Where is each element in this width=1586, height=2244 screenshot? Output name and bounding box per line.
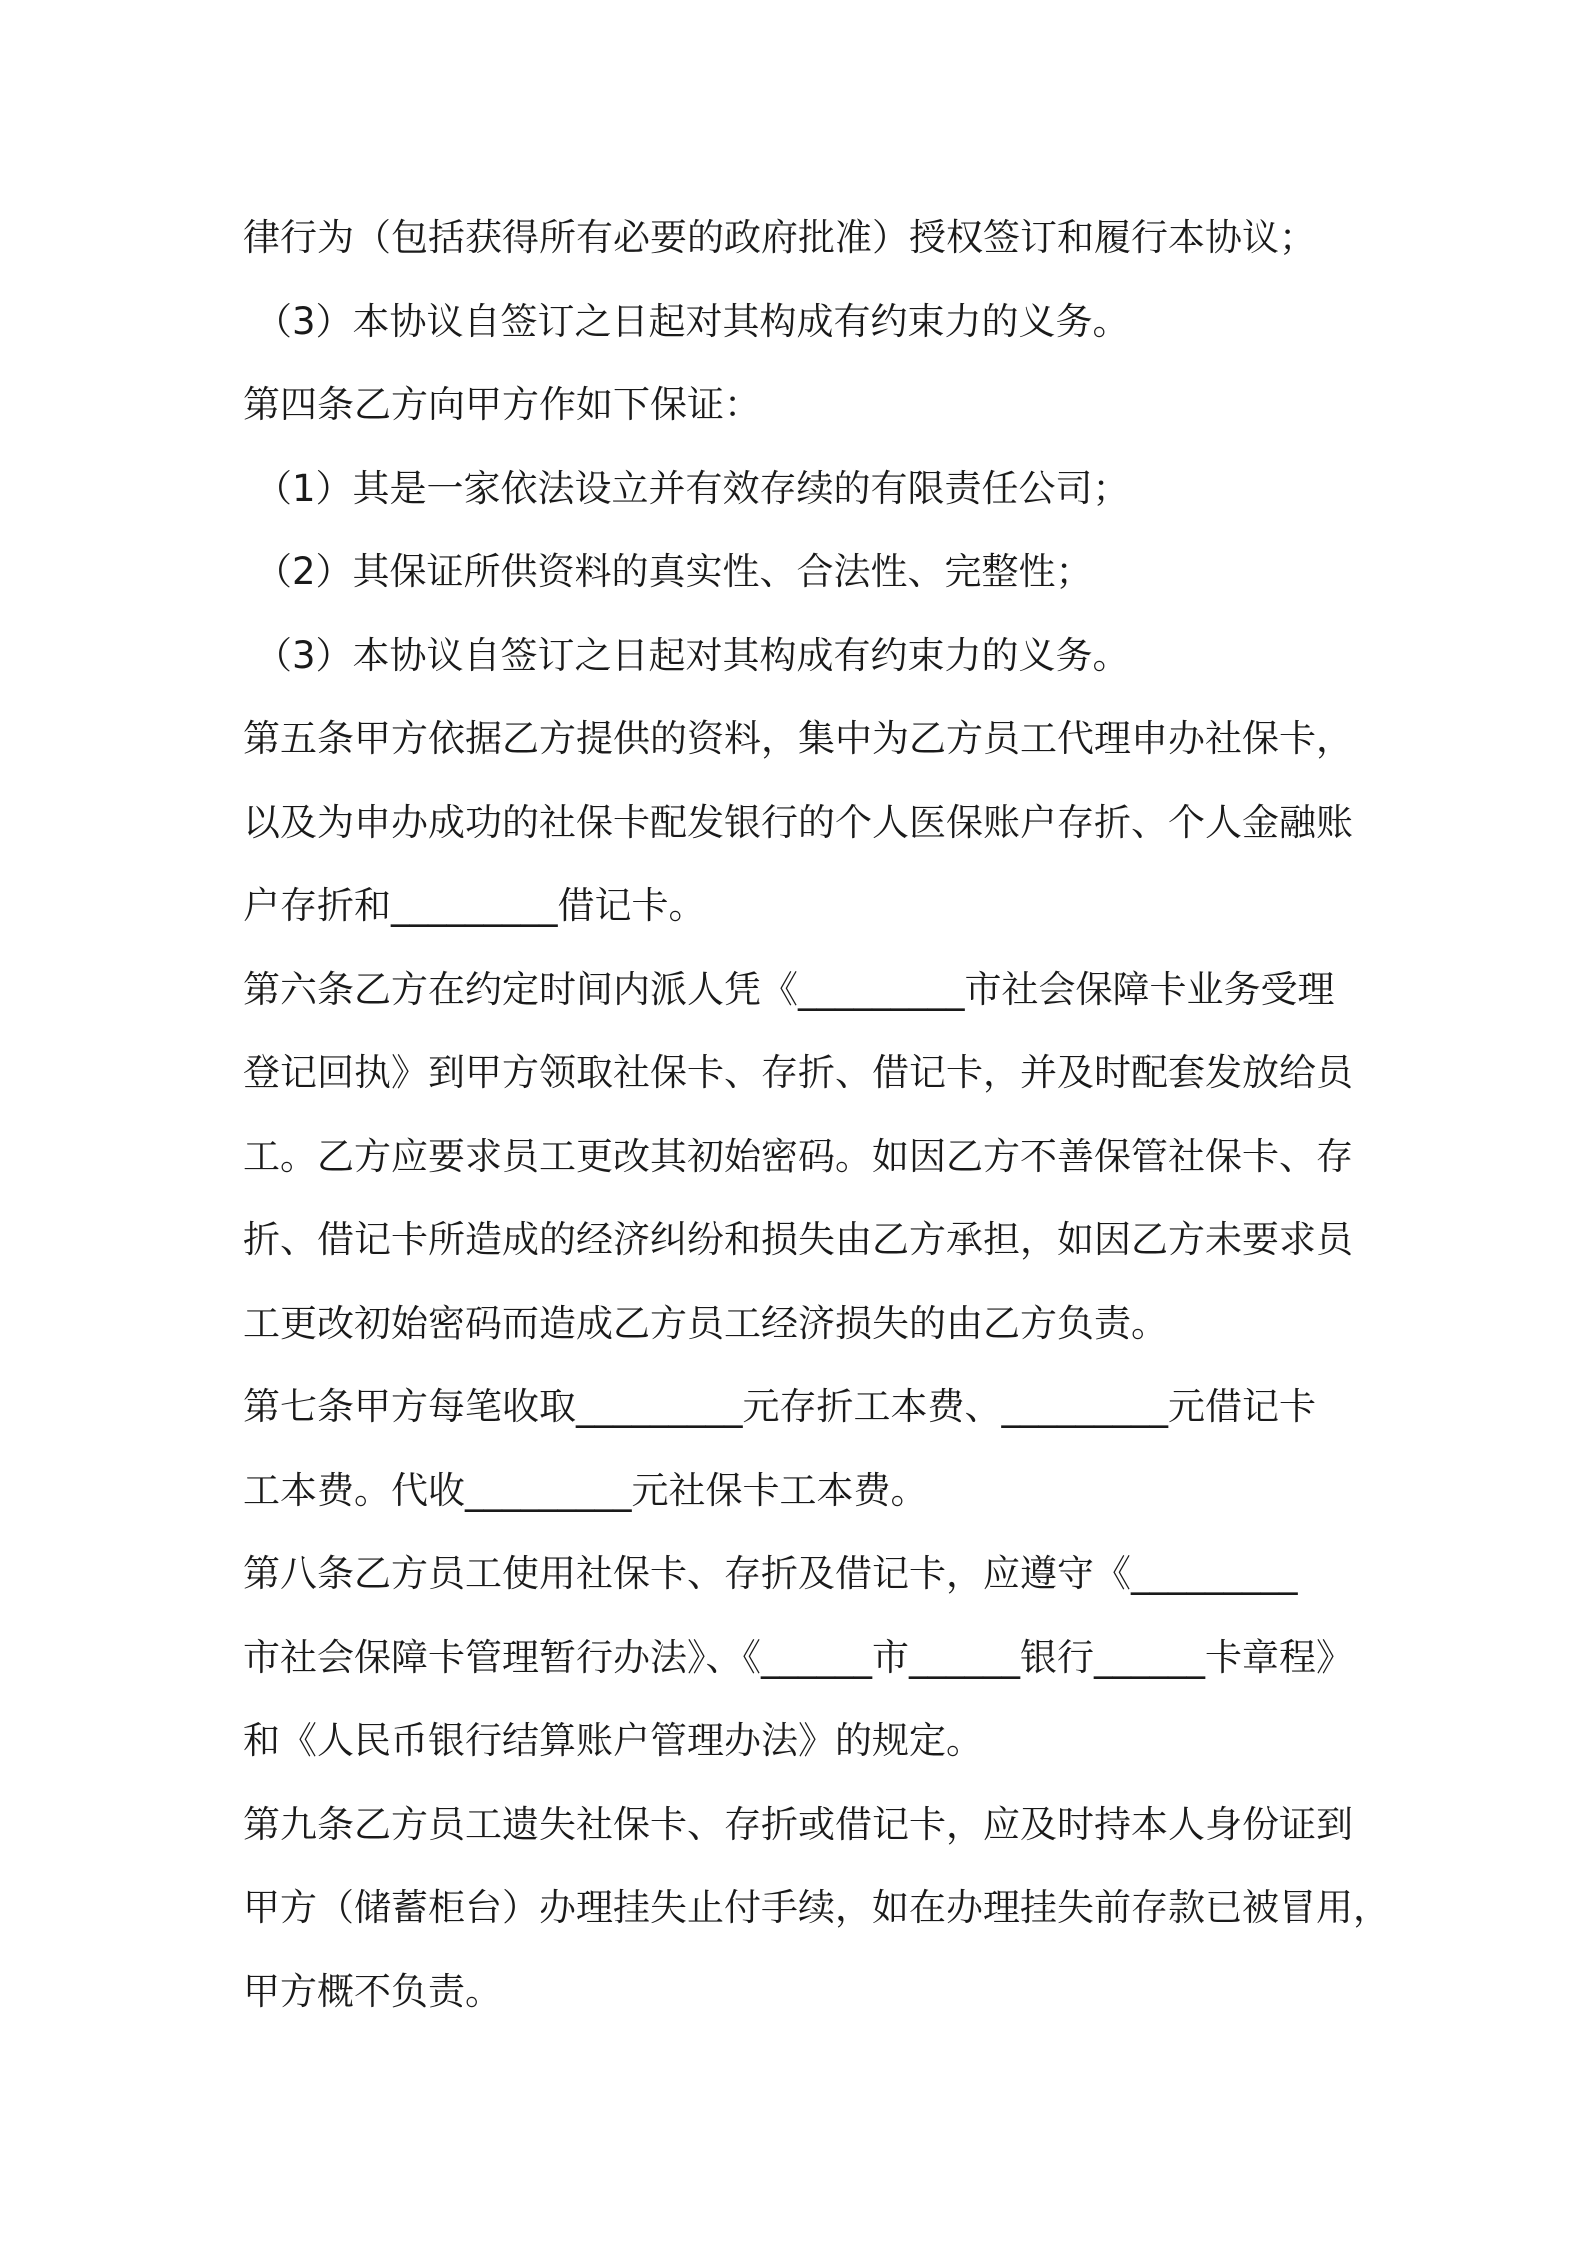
text-line: 甲方概不负责。: [243, 1969, 502, 2013]
text-line: 市社会保障卡管理暂行办法》、《______市______银行______卡章程》: [243, 1635, 1353, 1679]
text-line: 折、借记卡所造成的经济纠纷和损失由乙方承担，如因乙方未要求员: [243, 1218, 1353, 1261]
article-heading: 第四条乙方向甲方作如下保证：: [243, 383, 761, 426]
text-line: 工。乙方应要求员工更改其初始密码。如因乙方不善保管社保卡、存: [243, 1134, 1353, 1178]
text-line: 工更改初始密码而造成乙方员工经济损失的由乙方负责。: [243, 1301, 1168, 1345]
text-line: 第六条乙方在约定时间内派人凭《_________市社会保障卡业务受理: [243, 967, 1335, 1011]
text-line: 登记回执》到甲方领取社保卡、存折、借记卡，并及时配套发放给员: [243, 1051, 1353, 1094]
text-line: 第八条乙方员工使用社保卡、存折及借记卡，应遵守《_________: [243, 1552, 1298, 1595]
text-line: 律行为（包括获得所有必要的政府批准）授权签订和履行本协议；: [243, 216, 1316, 259]
document-body: [243, 196, 1390, 2033]
text-line: 第五条甲方依据乙方提供的资料，集中为乙方员工代理申办社保卡，: [243, 717, 1353, 760]
text-line: （3）本协议自签订之日起对其构成有约束力的义务。: [255, 633, 1130, 677]
text-line: 第九条乙方员工遗失社保卡、存折或借记卡，应及时持本人身份证到: [243, 1802, 1353, 1846]
text-line: 以及为申办成功的社保卡配发银行的个人医保账户存折、个人金融账: [243, 800, 1353, 844]
text-line: 工本费。代收_________元社保卡工本费。: [243, 1468, 928, 1512]
text-line: 和《人民币银行结算账户管理办法》的规定。: [243, 1719, 983, 1762]
text-line: 户存折和_________借记卡。: [243, 884, 706, 927]
text-line: （2）其保证所供资料的真实性、合法性、完整性；: [255, 550, 1093, 593]
text-line: 第七条甲方每笔收取_________元存折工本费、_________元借记卡: [243, 1385, 1316, 1428]
text-line: （3）本协议自签订之日起对其构成有约束力的义务。: [255, 299, 1130, 343]
text-line: （1）其是一家依法设立并有效存续的有限责任公司；: [255, 466, 1130, 510]
text-line: 甲方（储蓄柜台）办理挂失止付手续，如在办理挂失前存款已被冒用，: [243, 1886, 1390, 1929]
